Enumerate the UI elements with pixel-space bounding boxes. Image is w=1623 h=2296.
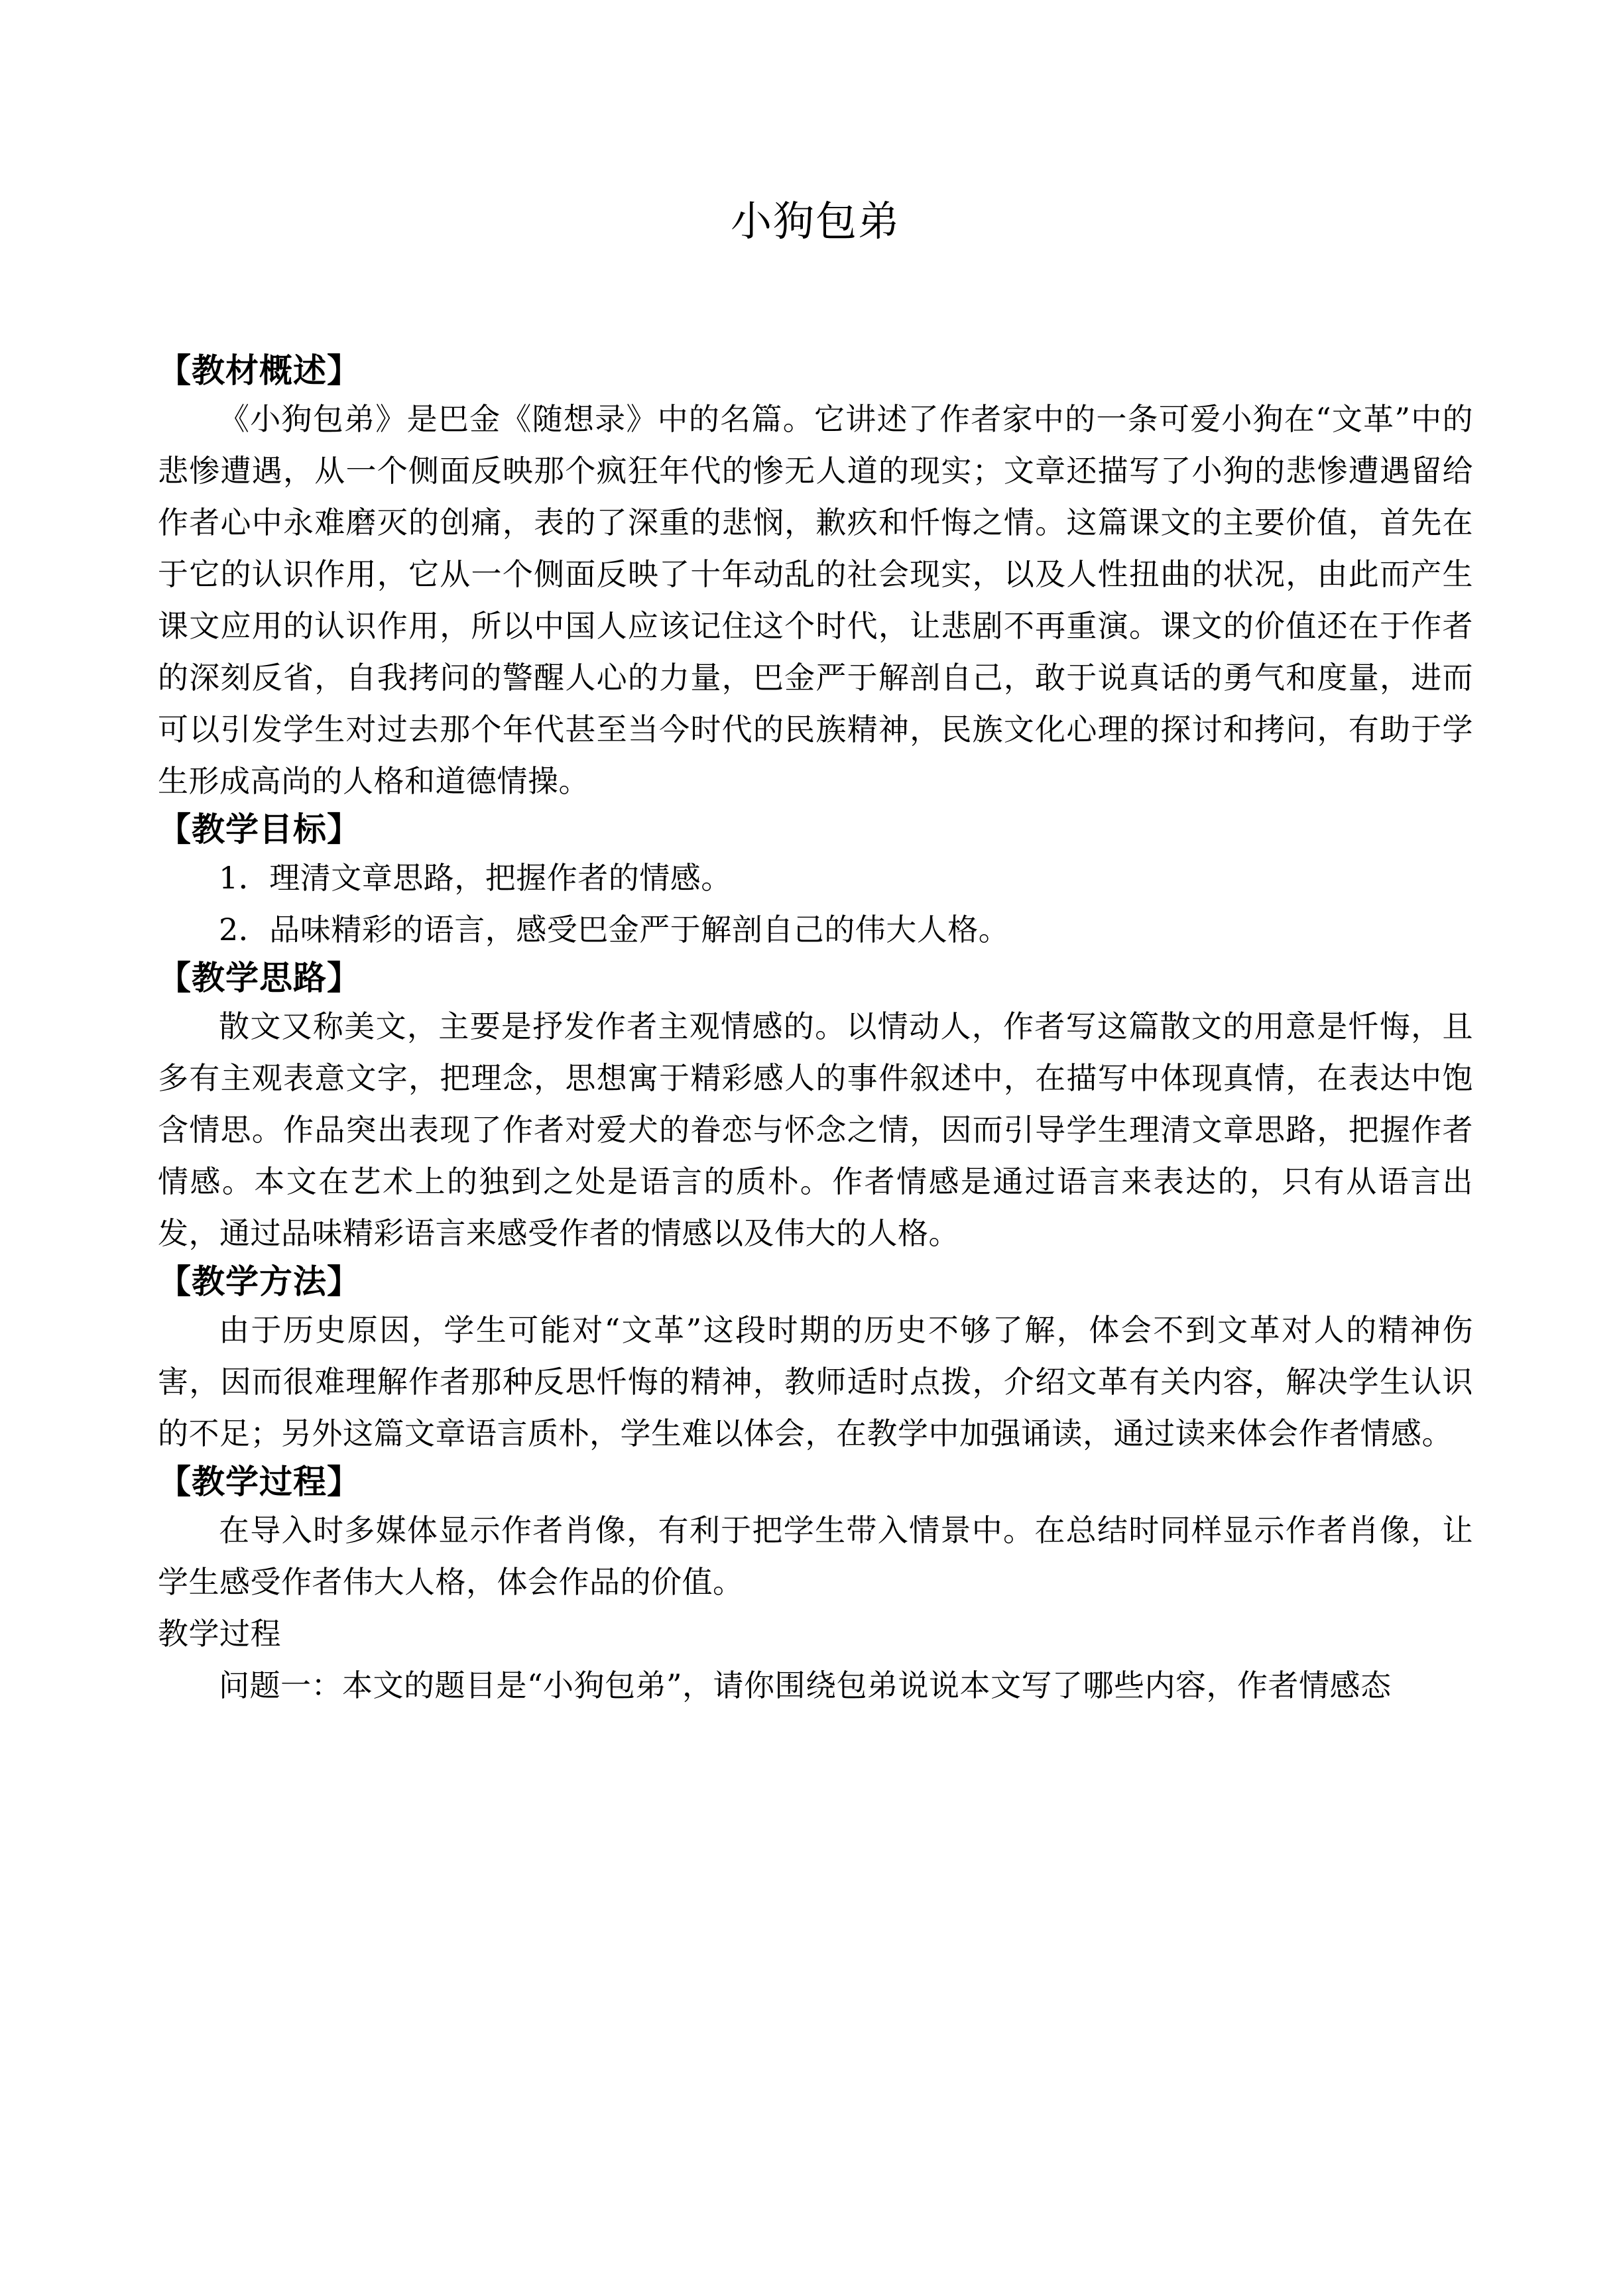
section-paragraph-overview: 《小狗包弟》是巴金《随想录》中的名篇。它讲述了作者家中的一条可爱小狗在“文革”中的悲惨遭遇，从一个侧面反映那个疯狂年代的惨无人道的现实；文章还描写了小狗的悲惨遭遇留给作者心中永难磨灭的创痛，表的了深重的悲悯，歉疚和忏悔之情。这篇课文的主要价值，首先在于它的认识作用，它从一个侧面反映了十年动乱的社会现实，以及人性扭曲的状况，由此而产生课文应用的认识作用，所以中国人应该记住这个时代，让悲剧不再重演。课文的价值还在于作者的深刻反省，自我拷问的警醒人心的力量，巴金严于解剖自己，敢于说真话的勇气和度量，进而可以引发学生对过去那个年代甚至当今时代的民族精神，民族文化心理的探讨和拷问，有助于学生形成高尚的人格和道德情操。 (158, 400, 1473, 799)
section-paragraph-approach: 散文又称美文，主要是抒发作者主观情感的。以情动人，作者写这篇散文的用意是忏悔，且多有主观表意文字，把理念，思想寓于精彩感人的事件叙述中，在描写中体现真情，在表达中饱含情思。作品突出表现了作者对爱犬的眷恋与怀念之情，因而引导学生理清文章思路，把握作者情感。本文在艺术上的独到之处是语言的质朴。作者情感是通过语言来表达的，只有从语言出发，通过品味精彩语言来感受作者的情感以及伟大的人格。 (158, 1008, 1473, 1251)
section-heading-methods: 【教学方法】 (158, 1262, 361, 1301)
title-body-spacer (158, 247, 1473, 348)
page-title: 小狗包弟 (730, 197, 900, 245)
section-heading-approach: 【教学思路】 (158, 958, 361, 997)
section-paragraph-process: 在导入时多媒体显示作者肖像，有利于把学生带入情景中。在总结时同样显示作者肖像，让学生感受作者伟大人格，体会作品的价值。 (158, 1512, 1473, 1600)
section-heading-process: 【教学过程】 (158, 1462, 361, 1501)
list-item: 1．理清文章思路，把握作者的情感。 (219, 859, 732, 896)
question-one-text: 问题一：本文的题目是“小狗包弟”，请你围绕包弟说说本文写了哪些内容，作者情感态 (219, 1667, 1392, 1703)
list-item: 2．品味精彩的语言，感受巴金严于解剖自己的伟大人格。 (219, 911, 1010, 947)
section-heading-objectives: 【教学目标】 (158, 810, 361, 849)
section-heading-overview: 【教材概述】 (158, 351, 361, 390)
document-content-column (158, 0, 1473, 1711)
subheading-process-plain: 教学过程 (158, 1615, 281, 1652)
section-paragraph-methods: 由于历史原因，学生可能对“文革”这段时期的历史不够了解，体会不到文革对人的精神伤害，因而很难理解作者那种反思忏悔的精神，教师适时点拨，介绍文革有关内容，解决学生认识的不足；另外这篇文章语言质朴，学生难以体会，在教学中加强诵读，通过读来体会作者情感。 (158, 1311, 1473, 1451)
